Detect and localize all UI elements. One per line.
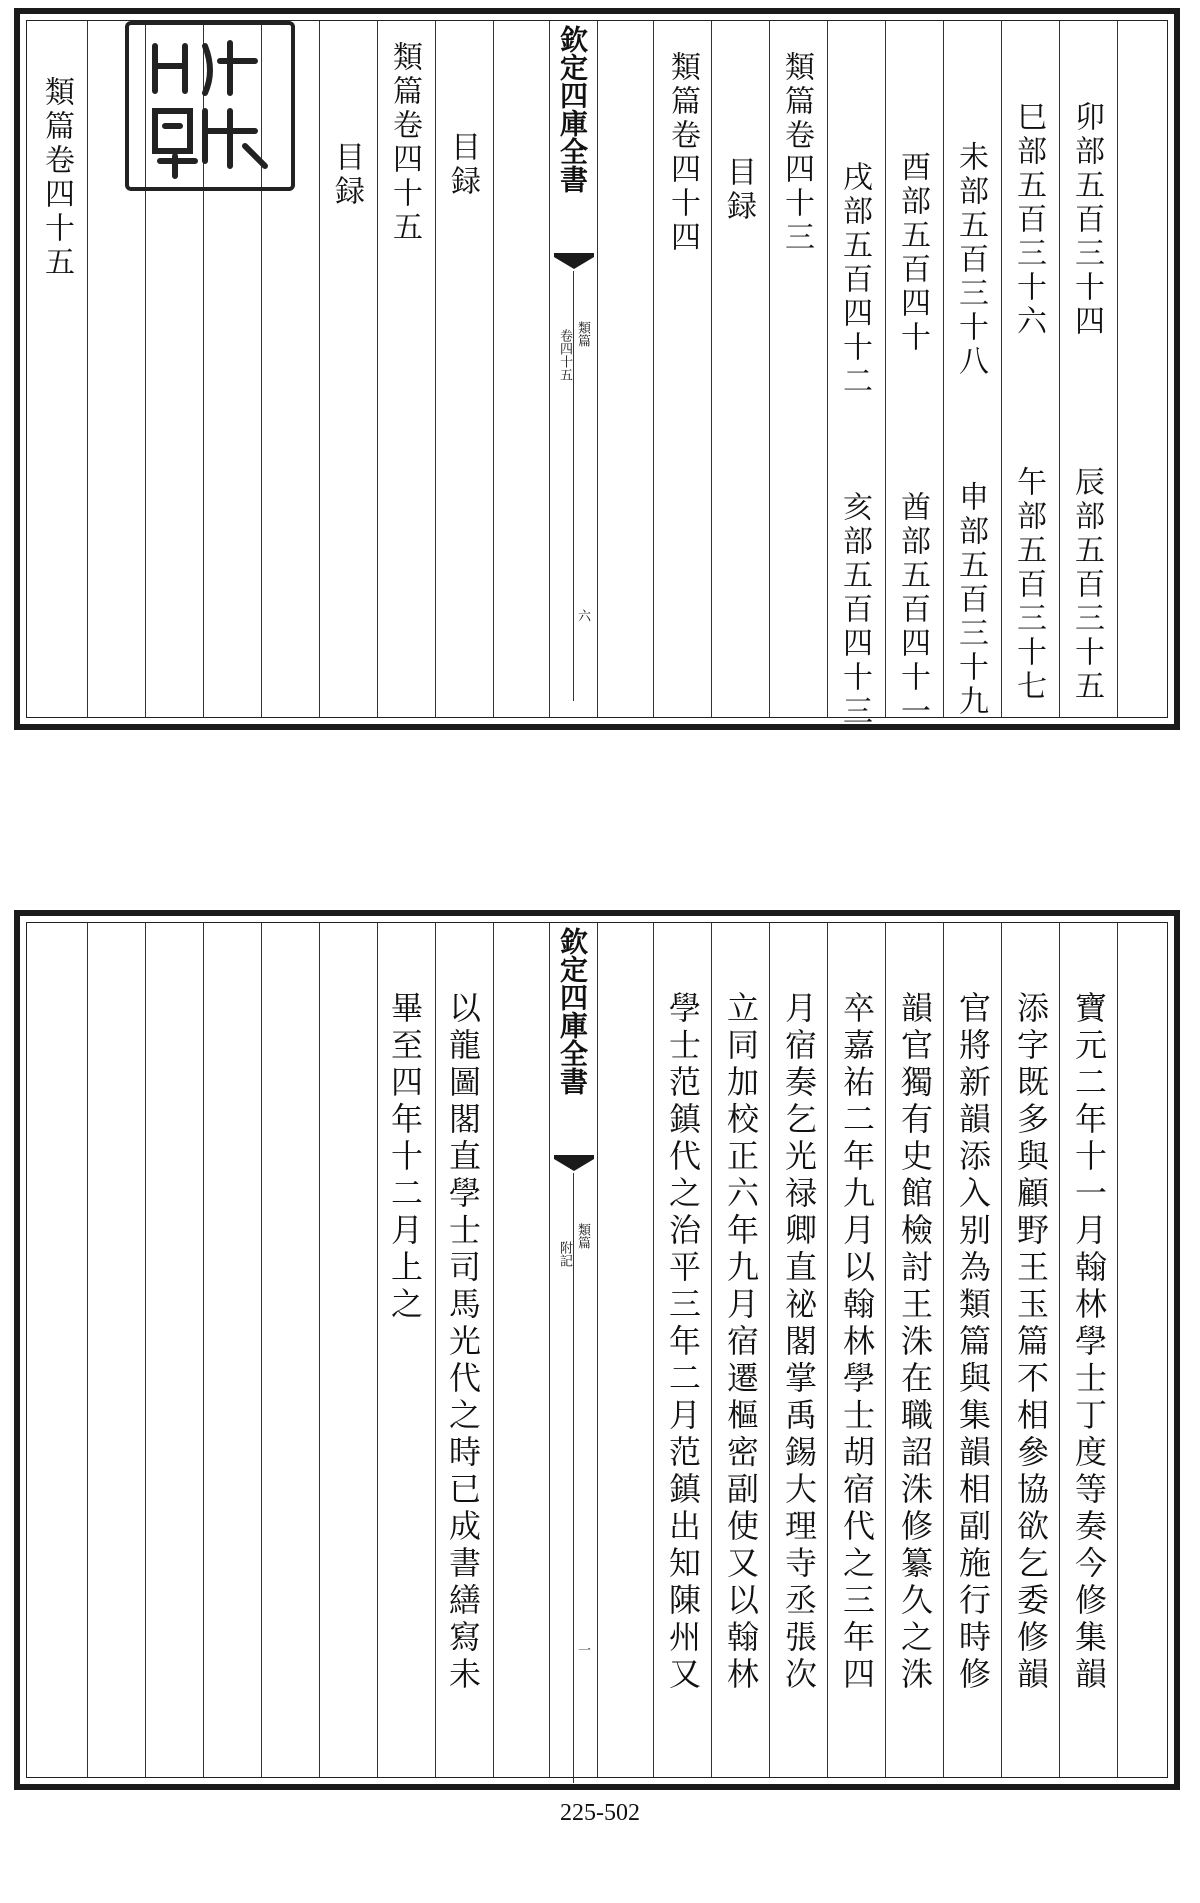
body-text-column: 官將新韻添入别為類篇與集韻相副施行時修 [954,991,992,1694]
column-text: 類篇卷四十四 [665,51,700,255]
col-line [377,21,378,717]
center-strip [550,21,598,717]
column-text: 酋部五百四十一 [895,491,930,729]
center-rule [573,271,574,701]
col-line [377,923,378,1777]
body-text-column: 卒嘉祐二年九月以翰林學士胡宿代之三年四 [838,991,876,1694]
fish-tail-icon [554,253,594,271]
bottom-page-frame [14,910,1180,1790]
bottom-page-inner [26,922,1168,1778]
center-header: 欽定四庫全書 [556,927,589,1095]
center-juan: 卷四十五 [557,329,572,381]
col-line [261,923,262,1777]
column-text: 未部五百三十八 [953,141,988,379]
center-section: 附記 [557,1241,572,1267]
col-line [711,923,712,1777]
column-text: 目録 [721,156,756,224]
column-text: 酉部五百四十 [895,151,930,355]
fish-tail-icon [554,1155,594,1173]
column-text: 類篇卷四十三 [779,51,814,255]
body-text-column: 學士范鎮代之治平三年二月范鎮出知陳州又 [664,991,702,1694]
body-text-column: 月宿奏乞光禄卿直祕閣掌禹錫大理寺丞張次 [780,991,818,1694]
col-line [943,21,944,717]
col-line [1059,21,1060,717]
center-strip [550,923,598,1777]
col-line [87,923,88,1777]
col-line [319,21,320,717]
column-text: 亥部五百四十三 [837,491,872,729]
body-text-column: 立同加校正六年九月宿遷樞密副使又以翰林 [722,991,760,1694]
column-text: 卯部五百三十四 [1069,101,1104,339]
col-line [493,21,494,717]
top-page-inner [26,20,1168,729]
column-text: 戌部五百四十二 [837,161,872,399]
center-page: 六 [575,609,590,622]
col-line [203,923,204,1777]
column-text: 目録 [445,131,480,199]
col-line [827,923,828,1777]
col-line [435,923,436,1777]
col-line [1001,923,1002,1777]
col-line [711,21,712,717]
col-line [769,923,770,1777]
column-text: 類篇卷四十五 [387,41,422,245]
center-book: 類篇 [575,321,590,347]
col-line [87,21,88,717]
body-text-column: 添字既多與顧野王玉篇不相參協欲乞委修韻 [1012,991,1050,1694]
column-text: 辰部五百三十五 [1069,466,1104,704]
center-header: 欽定四庫全書 [556,25,589,193]
body-text-column: 以龍圖閣直學士司馬光代之時已成書繕寫未 [444,991,482,1694]
center-rule [573,1173,574,1783]
col-line [435,21,436,717]
col-line [493,923,494,1777]
col-line [1117,923,1118,1777]
column-text: 目録 [329,141,364,209]
column-text: 午部五百三十七 [1011,466,1046,704]
page-code: 225-502 [560,1800,640,1826]
col-line [943,923,944,1777]
col-line [827,21,828,717]
top-page-frame [14,8,1180,730]
col-line [653,923,654,1777]
seal-glyphs-icon [135,31,285,181]
center-page: 一 [575,1643,590,1656]
col-line [1117,21,1118,717]
col-line [769,21,770,717]
body-text-column: 韻官獨有史館檢討王洙在職詔洙修纂久之洙 [896,991,934,1694]
column-text: 巳部五百三十六 [1011,101,1046,339]
column-text: 類篇卷四十五 [39,76,74,280]
center-book: 類篇 [575,1223,590,1249]
imperial-seal-stamp [125,21,295,191]
col-line [885,923,886,1777]
col-line [1059,923,1060,1777]
column-text: 申部五百三十九 [953,481,988,719]
col-line [1001,21,1002,717]
col-line [653,21,654,717]
col-line [885,21,886,717]
body-text-column: 寶元二年十一月翰林學士丁度等奏今修集韻 [1070,991,1108,1694]
col-line [145,923,146,1777]
body-text-column: 畢至四年十二月上之 [386,991,424,1324]
col-line [319,923,320,1777]
